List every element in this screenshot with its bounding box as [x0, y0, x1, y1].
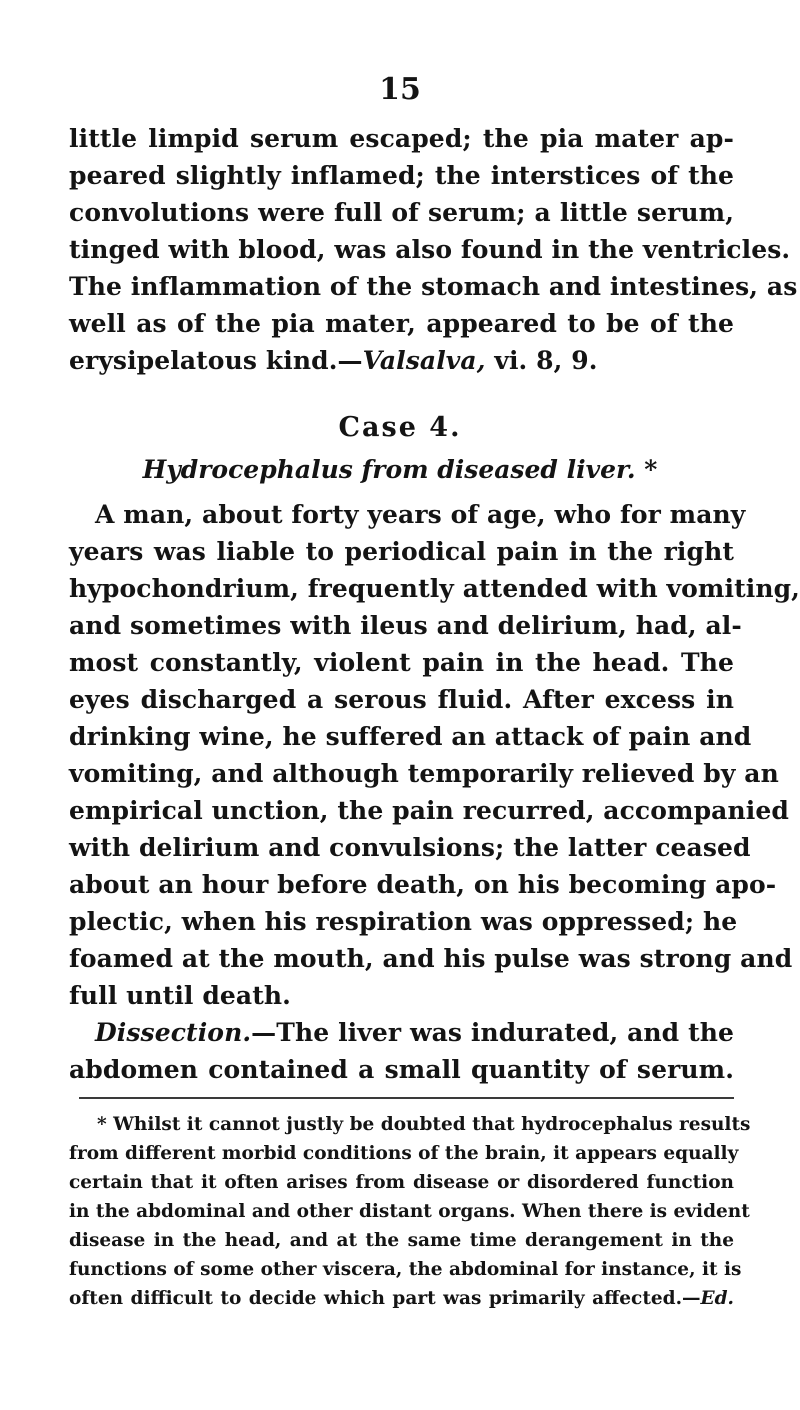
footnote-line: * Whilst it cannot justly be doubted that hydrocephalus results: [97, 1114, 751, 1135]
footnote-line-last: [69, 1284, 734, 1313]
text-line: little limpid serum escaped; the pia mater ap-: [69, 124, 734, 153]
text-line: A man, about forty years of age, who for many: [95, 500, 746, 529]
case-heading: Case 4.: [338, 412, 462, 443]
case-paragraph: [69, 496, 800, 1088]
text-line: and sometimes with ileus and delirium, had, al-: [69, 611, 742, 640]
dissection-line: [69, 1014, 734, 1051]
text-line-last: [69, 342, 734, 379]
footnote-line: certain that it often arises from disease or disordered function: [69, 1172, 734, 1193]
editor-mark: Ed.: [700, 1288, 734, 1309]
text-line: The inflammation of the stomach and intestines, as: [69, 272, 798, 301]
text-line: foamed at the mouth, and his pulse was strong and: [69, 944, 793, 973]
footnote-line: in the abdominal and other distant organs. When there is evident: [69, 1201, 750, 1222]
footnote-rule: [79, 1097, 734, 1099]
text-line: with delirium and convulsions; the latter ceased: [69, 833, 751, 862]
text-line: eyes discharged a serous fluid. After excess in: [69, 685, 734, 714]
text-line: abdomen contained a small quantity of serum.: [69, 1055, 734, 1084]
text-line: most constantly, violent pain in the head. The: [69, 648, 734, 677]
case-title: Hydrocephalus from diseased liver. *: [142, 455, 658, 484]
text-line: empirical unction, the pain recurred, accompanied: [69, 796, 789, 825]
footnote-line: disease in the head, and at the same time derangement in the: [69, 1230, 734, 1251]
text-run: erysipelatous kind.—: [69, 346, 363, 375]
page-number: 15: [379, 72, 421, 107]
text-line: well as of the pia mater, appeared to be of the: [69, 309, 734, 338]
text-line: convolutions were full of serum; a little serum,: [69, 198, 734, 227]
text-line: plectic, when his respiration was oppressed; he: [69, 907, 738, 936]
text-line: hypochondrium, frequently attended with vomiting,: [69, 574, 800, 603]
text-run: —The liver was indurated, and the: [251, 1018, 734, 1047]
text-line: vomiting, and although temporarily relieved by an: [69, 759, 779, 788]
paragraph-continued: [69, 120, 798, 379]
footnote-line: functions of some other viscera, the abdominal for instance, it is: [69, 1259, 742, 1280]
text-line: years was liable to periodical pain in the right: [69, 537, 734, 566]
text-line: tinged with blood, was also found in the ventricles.: [69, 235, 791, 264]
text-run: often difficult to decide which part was primarily affected.—: [69, 1288, 701, 1309]
footnote-line: from different morbid conditions of the brain, it appears equally: [69, 1143, 739, 1164]
text-line: drinking wine, he suffered an attack of pain and: [69, 722, 752, 751]
dissection-label: Dissection.: [95, 1018, 252, 1047]
text-line: peared slightly inflamed; the interstices of the: [69, 161, 734, 190]
text-line: full until death.: [69, 981, 291, 1010]
text-line: about an hour before death, on his becoming apo-: [69, 870, 777, 899]
citation-author: Valsalva,: [362, 346, 486, 375]
text-run: vi. 8, 9.: [485, 346, 598, 375]
footnote: [69, 1110, 751, 1313]
